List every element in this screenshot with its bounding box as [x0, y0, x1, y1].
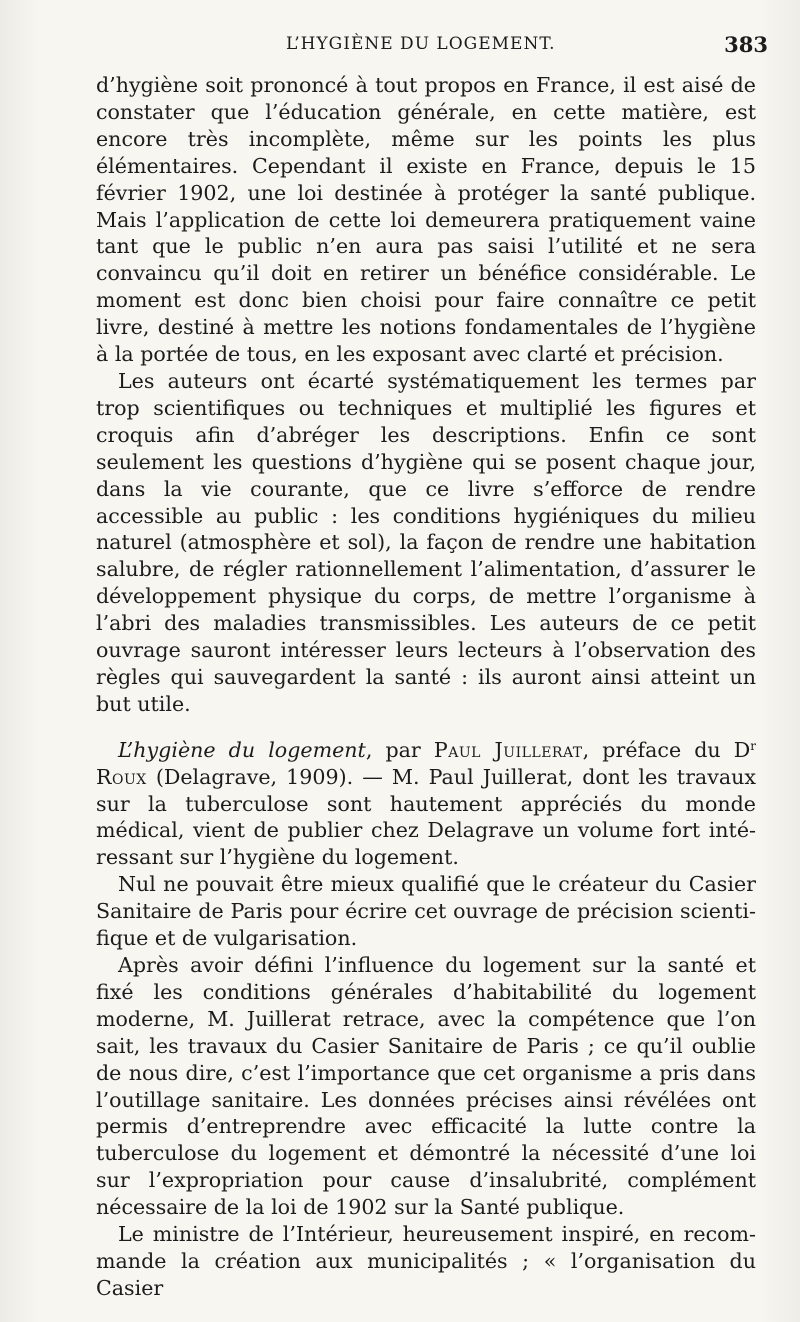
paragraph: Après avoir défini l’influence du logement sur la santé et fixé les conditions générales d’habitabilité du logement moderne, M. Juillerat retrace, avec la compétence que l’on sait, les travaux du Casier Sanitaire de Paris ; ce qu’il oublie de nous dire, c’est l’importance que cet organisme a pris dans l’outillage sanitaire. Les données précises ainsi révélées ont permis d’entreprendre avec efficacité la lutte contre la tuberculose du logement et démontré la nécessité d’une loi sur l’expropriation pour cause d’insalubrité, complément nécessaire de la loi de 1902 sur la Santé publique. — [96, 953, 756, 1220]
author-name: Paul Juillerat — [433, 737, 583, 762]
review-text: (Delagrave, 1909). — M. Paul Juillerat, dont les travaux sur la tuberculose sont hautement appréciés du monde médical, vient de publier chez Delagrave un volume fort intéressant sur l’hygiène du logement. — [96, 764, 756, 870]
book-title: L’hygiène du logement — [118, 737, 366, 762]
review-entry — [96, 737, 756, 872]
paragraph: Les auteurs ont écarté systématiquement les termes par trop scientifiques ou techniques et multiplié les figures et croquis afin d’abréger les descriptions. Enfin ce sont seulement les questions d’hygiène qui se posent chaque jour, dans la vie courante, que ce livre s’efforce de rendre accessible au public : les conditions hygiéniques du milieu naturel (atmosphère et sol), la façon de rendre une habitation salubre, de régler rationnellement l’alimentation, d’assurer le développement physique du corps, de mettre l’organisme à l’abri des maladies transmissibles. Les auteurs de ce petit ouvrage sauront intéresser leurs lecteurs à l’observation des règles qui sauvegardent la santé : ils auront ainsi atteint un but utile. — [96, 368, 756, 716]
paragraph: Nul ne pouvait être mieux qualifié que le créateur du Casier Sanitaire de Paris pour écrire cet ouvrage de précision scientifique et de vulgarisation. — [96, 872, 756, 951]
page-number: 383 — [724, 32, 768, 57]
page-header — [96, 28, 770, 68]
paragraph: Le ministre de l’Intérieur, heureusement inspiré, en recommande la création aux municipalités ; « l’organisation du Casier — [96, 1222, 756, 1300]
doctor-abbrev: D — [733, 737, 751, 762]
doctor-sup: r — [750, 738, 757, 753]
preface-text: , préface du — [582, 737, 721, 762]
paragraph: d’hygiène soit prononcé à tout propos en France, il est aisé de constater que l’éducation générale, en cette matière, est encore très incomplète, même sur les points les plus élémentaires. Cependant il existe en France, depuis le 15 février 1902, une loi destinée à protéger la santé publique. Mais l’application de cette loi demeurera pratiquement vaine tant que le public n’en aura pas saisi l’utilité et ne sera convaincu qu’il doit en retirer un bénéfice considérable. Le moment est donc bien choisi pour faire connaître ce petit livre, destiné à mettre les notions fondamentales de l’hygiène à la portée de tous, en les exposant avec clarté et précision. — [96, 73, 756, 367]
running-title: L’HYGIÈNE DU LOGEMENT. — [286, 34, 556, 54]
by-text: , par — [365, 737, 421, 762]
prefacer-name: Roux — [96, 764, 147, 789]
main-text — [96, 72, 756, 1302]
